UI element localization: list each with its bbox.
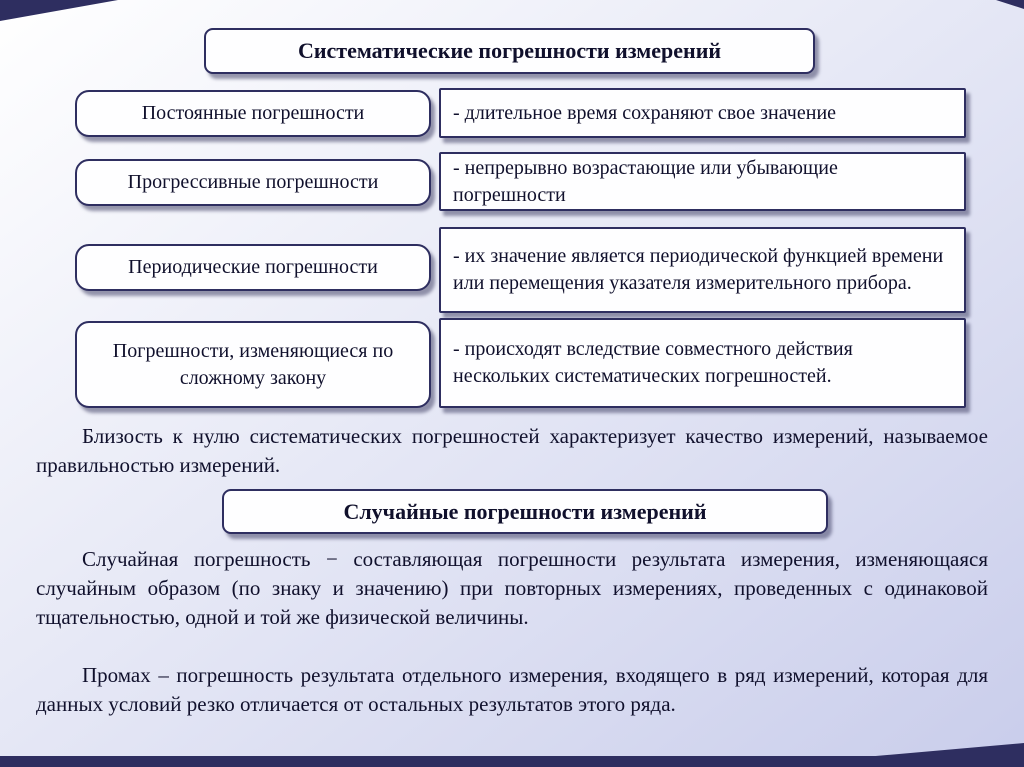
term-box-progressive-errors: Прогрессивные погрешности bbox=[75, 159, 431, 206]
definition-box-progressive-errors: - непрерывно возрастающие или убывающие погрешности bbox=[439, 152, 966, 211]
blunder-definition-paragraph: Промах – погрешность результата отдельного измерения, входящего в ряд измерений, которая для данных условий резко отличается от остальных результатов этого ряда. bbox=[36, 663, 988, 716]
definition-box-complex-law-errors: - происходят вследствие совместного действия нескольких систематических погрешностей. bbox=[439, 318, 966, 408]
corner-accent-top-right bbox=[996, 0, 1024, 9]
term-box-constant-errors: Постоянные погрешности bbox=[75, 90, 431, 137]
term-box-complex-law-errors: Погрешности, изменяющиеся по сложному закону bbox=[75, 321, 431, 408]
random-error-definition-paragraph: Случайная погрешность − составляющая погрешности результата измерения, изменяющаяся случайным образом (по знаку и значению) при повторных измерениях, проведенных с одинаковой тщательностью, одной и той же физической величины. bbox=[36, 547, 988, 629]
definition-box-periodic-errors: - их значение является периодической функцией времени или перемещения указателя измерительного прибора. bbox=[439, 227, 966, 313]
footer-bar bbox=[0, 756, 1024, 767]
correctness-note-paragraph: Близость к нулю систематических погрешностей характеризует качество измерений, называемое правильностью измерений. bbox=[36, 424, 988, 477]
random-errors-title: Случайные погрешности измерений bbox=[222, 489, 828, 534]
term-box-periodic-errors: Периодические погрешности bbox=[75, 244, 431, 291]
definition-box-constant-errors: - длительное время сохраняют свое значение bbox=[439, 88, 966, 138]
corner-accent-top-left bbox=[0, 0, 118, 21]
corner-accent-bottom-right bbox=[864, 743, 1024, 757]
systematic-errors-title: Систематические погрешности измерений bbox=[204, 28, 815, 74]
